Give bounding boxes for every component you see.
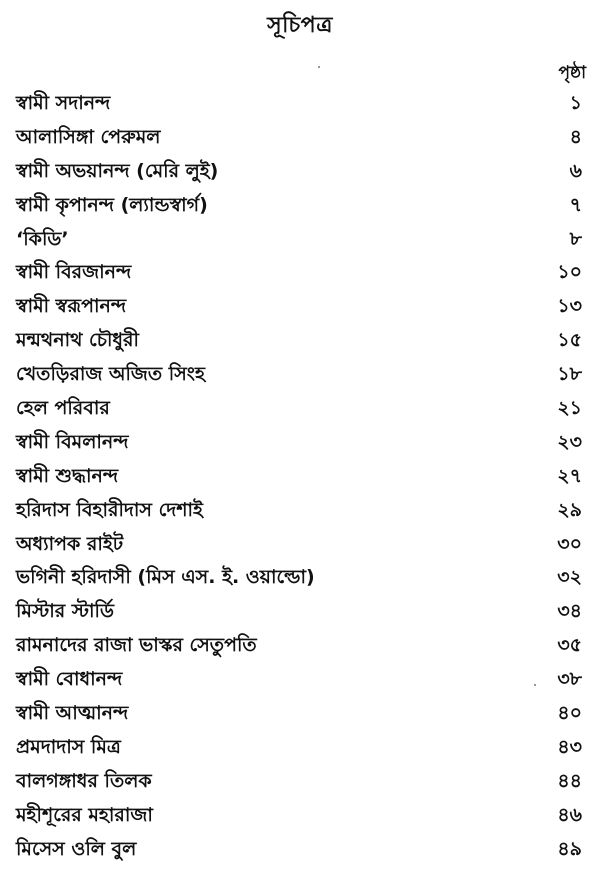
toc-entry-page-number: ৩০ bbox=[557, 532, 582, 555]
toc-entry bbox=[0, 88, 600, 122]
toc-entry-title: স্বামী কৃপানন্দ (ল্যান্ডস্বার্গ) bbox=[16, 193, 208, 216]
toc-entry bbox=[0, 800, 600, 834]
toc-entry-title: মিসেস ওলি বুল bbox=[16, 837, 137, 860]
toc-entry-page-number: ১ bbox=[569, 91, 582, 114]
toc-entry-title: স্বামী শুদ্ধানন্দ bbox=[16, 464, 119, 487]
toc-entry-page-number: ৪৩ bbox=[557, 735, 582, 758]
toc-entry bbox=[0, 122, 600, 156]
toc-entry-page-number: ৩২ bbox=[557, 566, 582, 589]
toc-entry bbox=[0, 495, 600, 529]
table-of-contents bbox=[0, 88, 600, 867]
toc-entry bbox=[0, 257, 600, 291]
toc-entry-page-number: ২৭ bbox=[557, 464, 582, 487]
toc-entry bbox=[0, 732, 600, 766]
toc-entry bbox=[0, 834, 600, 868]
toc-entry bbox=[0, 427, 600, 461]
toc-entry-page-number: ৮ bbox=[569, 227, 582, 250]
toc-entry-title: হরিদাস বিহারীদাস দেশাই bbox=[16, 498, 203, 521]
toc-entry-title: হেল পরিবার bbox=[16, 396, 110, 419]
toc-entry-title: প্রমদাদাস মিত্র bbox=[16, 735, 121, 758]
toc-entry bbox=[0, 596, 600, 630]
toc-entry-title: রামনাদের রাজা ভাস্কর সেতুপতি bbox=[16, 634, 257, 657]
toc-entry-title: খেতড়িরাজ অজিত সিংহ bbox=[16, 363, 205, 386]
toc-entry-title: অধ্যাপক রাইট bbox=[16, 532, 124, 555]
toc-entry bbox=[0, 562, 600, 596]
toc-entry bbox=[0, 529, 600, 563]
toc-entry bbox=[0, 291, 600, 325]
toc-entry-title: স্বামী বিমলানন্দ bbox=[16, 430, 129, 453]
toc-entry-page-number: ৬ bbox=[569, 159, 582, 182]
toc-entry-page-number: ১০ bbox=[557, 261, 582, 284]
toc-entry bbox=[0, 393, 600, 427]
toc-entry bbox=[0, 766, 600, 800]
toc-entry-page-number: ৪৪ bbox=[557, 769, 582, 792]
toc-entry-page-number: ৩৮ bbox=[557, 668, 582, 691]
scan-speck bbox=[318, 66, 320, 68]
toc-entry-title: ‘কিডি’ bbox=[16, 227, 69, 250]
toc-entry bbox=[0, 224, 600, 258]
toc-entry-page-number: ৩৫ bbox=[557, 634, 582, 657]
page-title: সূচিপত্র bbox=[267, 13, 333, 38]
toc-entry bbox=[0, 156, 600, 190]
toc-entry-page-number: ৩৪ bbox=[557, 600, 582, 623]
toc-entry bbox=[0, 664, 600, 698]
toc-entry-page-number: ২১ bbox=[557, 396, 582, 419]
toc-entry bbox=[0, 359, 600, 393]
toc-entry-title: স্বামী সদানন্দ bbox=[16, 91, 111, 114]
toc-entry-title: স্বামী আত্মানন্দ bbox=[16, 701, 129, 724]
page-column-header: পৃষ্ঠা bbox=[558, 63, 586, 83]
toc-entry-title: মন্মথনাথ চৌধুরী bbox=[16, 329, 139, 352]
toc-entry bbox=[0, 698, 600, 732]
toc-entry-title: স্বামী স্বরূপানন্দ bbox=[16, 295, 127, 318]
toc-entry-title: স্বামী বিরজানন্দ bbox=[16, 261, 132, 284]
toc-entry-page-number: ২৩ bbox=[557, 430, 582, 453]
toc-entry-page-number: ৪০ bbox=[557, 701, 582, 724]
toc-entry-page-number: ১৮ bbox=[557, 363, 582, 386]
toc-entry-title: মহীশূরের মহারাজা bbox=[16, 803, 153, 826]
toc-entry bbox=[0, 461, 600, 495]
toc-entry-page-number: ১৫ bbox=[557, 329, 582, 352]
toc-entry-title: স্বামী বোধানন্দ bbox=[16, 668, 123, 691]
toc-entry-page-number: ১৩ bbox=[557, 295, 582, 318]
toc-entry bbox=[0, 190, 600, 224]
scan-speck bbox=[534, 684, 536, 686]
toc-entry-page-number: ৪৯ bbox=[557, 837, 582, 860]
toc-entry-page-number: ৪৬ bbox=[557, 803, 582, 826]
toc-entry-page-number: ৪ bbox=[569, 125, 582, 148]
toc-entry bbox=[0, 630, 600, 664]
toc-entry-title: ভগিনী হরিদাসী (মিস এস. ই. ওয়াল্ডো) bbox=[16, 566, 315, 589]
toc-entry-title: বালগঙ্গাধর তিলক bbox=[16, 769, 152, 792]
toc-entry-page-number: ৭ bbox=[569, 193, 582, 216]
toc-entry-title: স্বামী অভয়ানন্দ (মেরি লুই) bbox=[16, 159, 219, 182]
toc-entry-title: মিস্টার স্টার্ডি bbox=[16, 600, 114, 623]
toc-entry-title: আলাসিঙ্গা পেরুমল bbox=[16, 125, 161, 148]
toc-entry bbox=[0, 325, 600, 359]
toc-entry-page-number: ২৯ bbox=[557, 498, 582, 521]
